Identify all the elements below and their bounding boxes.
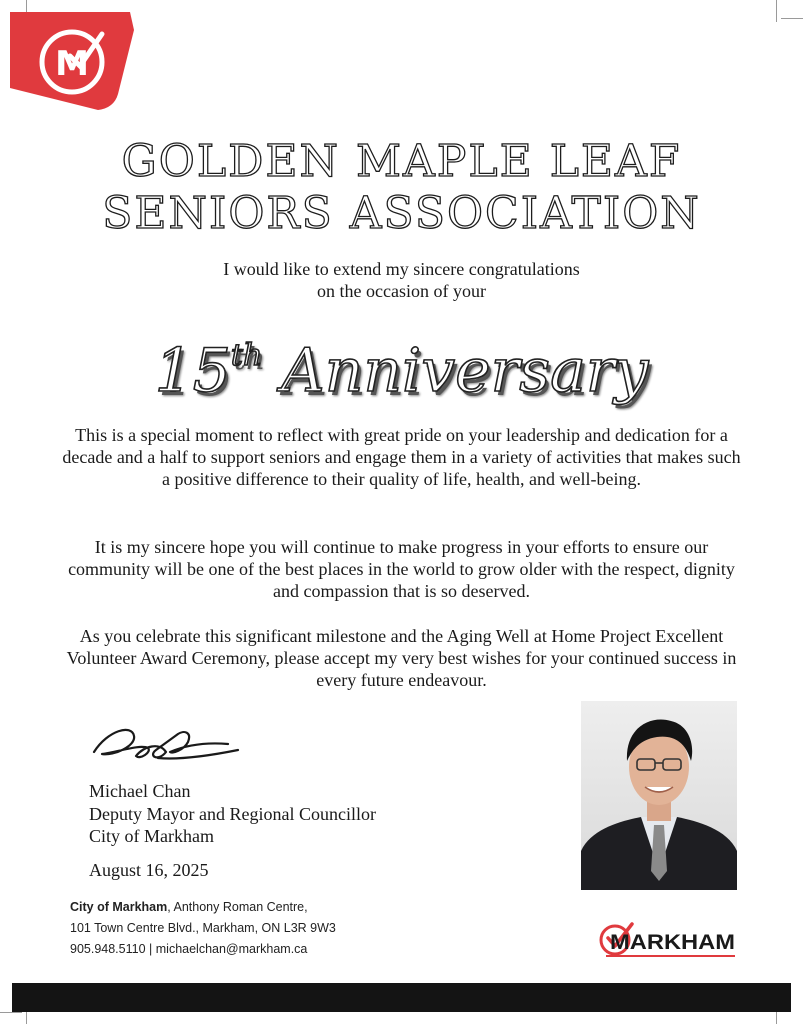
anniversary-suffix: th [230,338,263,373]
handwritten-signature [88,712,248,776]
contact-org: City of Markham [70,900,168,914]
footer-bar [12,983,791,1012]
crop-mark [776,0,777,22]
portrait-photo [581,701,737,890]
message-paragraph-3: As you celebrate this significant milestone and the Aging Well at Home Project Excellent Volunteer Award Ceremony, please accept my very best wishes for your continued success in every future endeavour. [66,626,737,690]
signatory-name: Michael Chan [89,781,191,801]
intro-line-1: I would like to extend my sincere congratulations [223,259,580,279]
title-line-2: SENIORS ASSOCIATION [102,188,701,239]
markham-logo-icon [598,918,738,962]
crop-mark [0,1012,22,1013]
markham-logo-text: MARKHAM [610,931,735,954]
message-paragraph-1: This is a special moment to reflect with great pride on your leadership and dedication for a decade and a half to support seniors and engage them in a variety of activities that makes such a positive difference to their quality of life, health, and well-being. [62,425,741,489]
intro-line-2: on the occasion of your [317,281,486,301]
signatory-block [89,780,376,848]
letter-date: August 16, 2025 [89,860,209,880]
contact-info [70,897,336,960]
contact-address: 101 Town Centre Blvd., Markham, ON L3R 9W3 [70,921,336,935]
anniversary-number: 15 [154,336,231,406]
anniversary-heading [0,314,803,413]
signatory-organization: City of Markham [89,826,214,846]
contact-separator: | [145,942,156,956]
contact-building: , Anthony Roman Centre, [167,900,308,914]
contact-line-3 [70,939,336,960]
message-paragraph-2: It is my sincere hope you will continue to make progress in your efforts to ensure our community will be one of the best places in the world to grow older with the respect, dignity and compassion that is so deserved. [68,537,735,601]
corner-logo-letter: M [55,44,89,84]
markham-corner-logo-icon [10,12,134,118]
contact-line-1 [70,897,336,918]
intro-text [0,258,803,302]
crop-mark [781,18,803,19]
organization-title [0,136,803,240]
contact-email[interactable]: michaelchan@markham.ca [155,942,308,956]
anniversary-word: Anniversary [281,336,649,406]
title-line-1: GOLDEN MAPLE LEAF [121,136,682,187]
contact-phone: 905.948.5110 [70,942,146,956]
signatory-position: Deputy Mayor and Regional Councillor [89,803,376,824]
